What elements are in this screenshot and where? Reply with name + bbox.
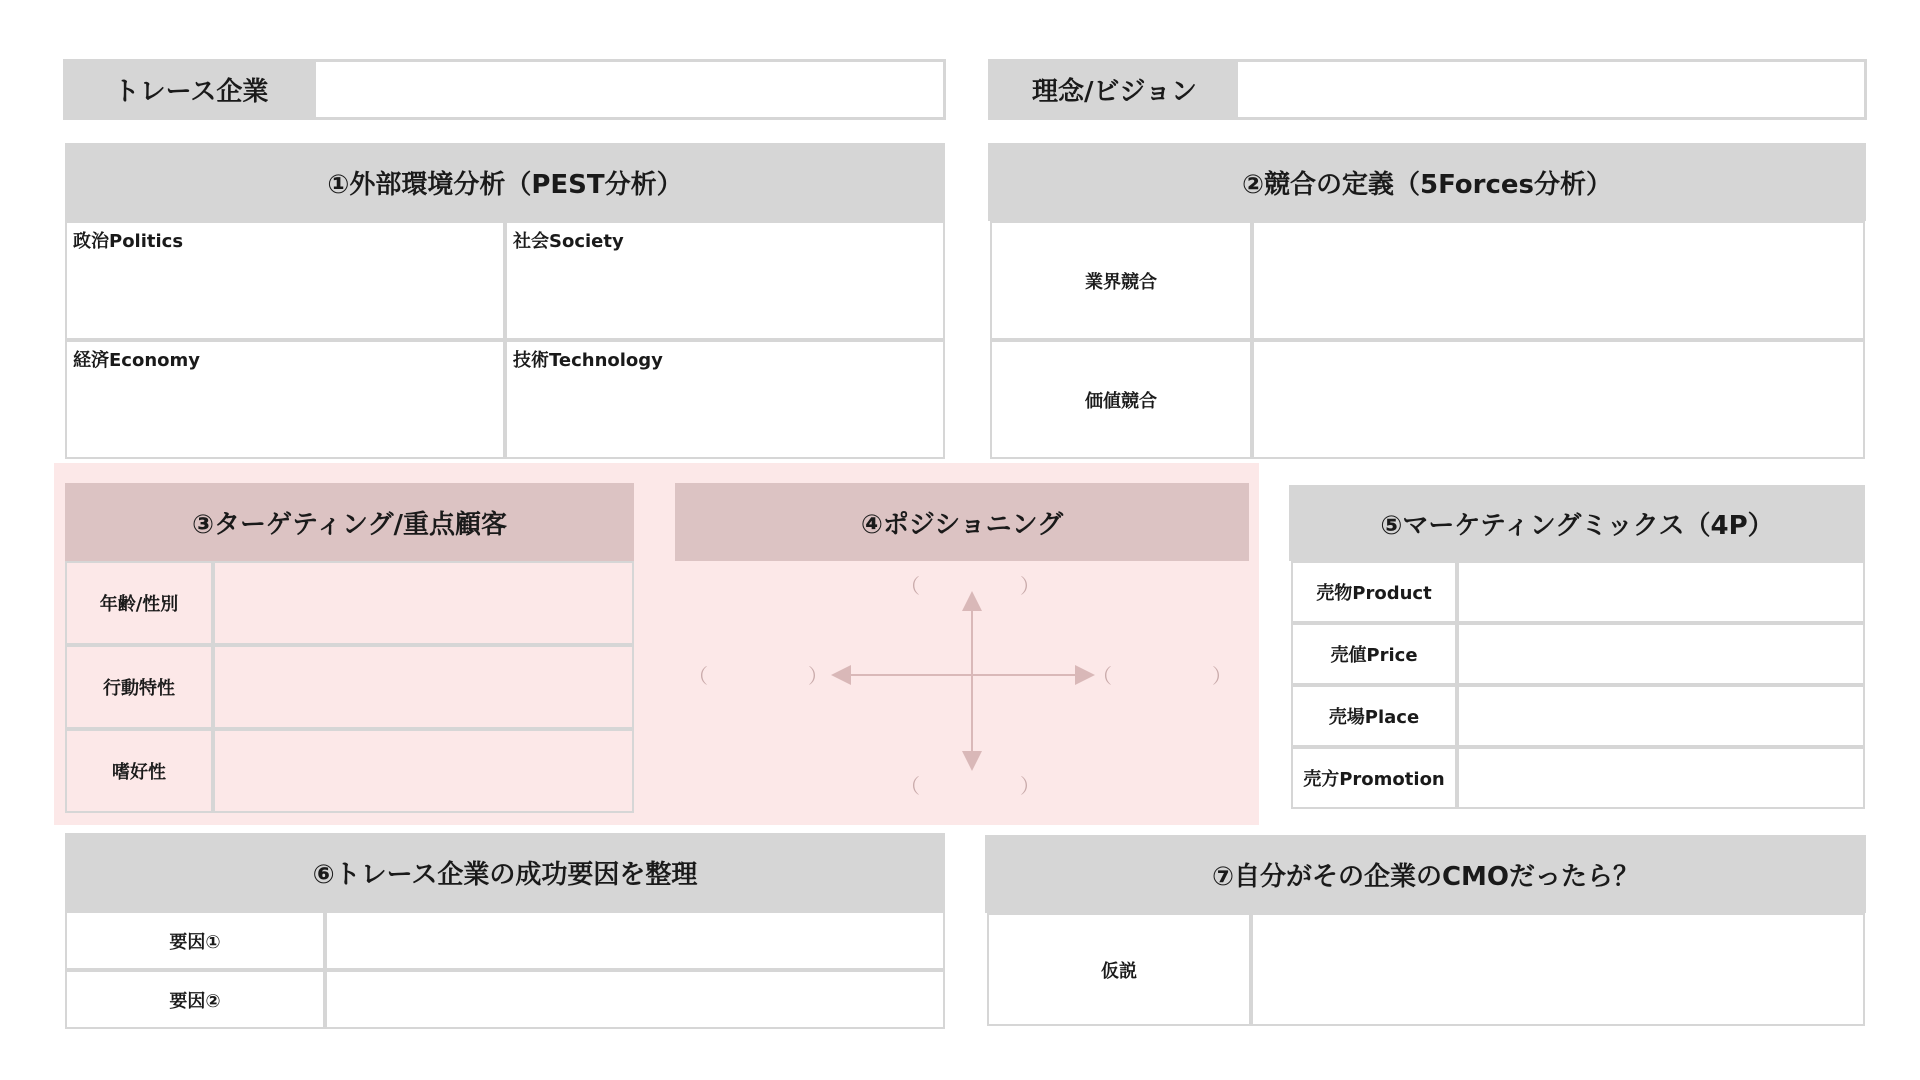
mix-product-label: 売物Product	[1291, 561, 1457, 623]
vision-label: 理念/ビジョン	[991, 62, 1238, 117]
positioning-right-label[interactable]: （ ）	[1092, 664, 1232, 688]
marketing-mix-title: ⑤マーケティングミックス（4P）	[1289, 485, 1865, 561]
targeting-preference-label: 嗜好性	[65, 729, 213, 813]
mix-promotion-value[interactable]	[1457, 747, 1865, 809]
pest-economy-cell[interactable]	[65, 340, 505, 459]
company-label: トレース企業	[66, 62, 316, 117]
cmo-hypothesis-label: 仮説	[987, 913, 1251, 1026]
pest-title: ①外部環境分析（PEST分析）	[65, 143, 945, 221]
success-title: ⑥トレース企業の成功要因を整理	[65, 833, 945, 911]
success-factor2-label: 要因②	[65, 970, 325, 1029]
success-factor1-value[interactable]	[325, 911, 945, 970]
positioning-title: ④ポジショニング	[675, 483, 1249, 561]
success-factor1-label: 要因①	[65, 911, 325, 970]
forces-industry-label: 業界競合	[990, 221, 1252, 340]
targeting-age-label: 年齢/性別	[65, 561, 213, 645]
mix-promotion-label: 売方Promotion	[1291, 747, 1457, 809]
forces-industry-value[interactable]	[1252, 221, 1865, 340]
vision-input[interactable]	[1240, 62, 1864, 117]
pest-society-cell[interactable]	[505, 221, 945, 340]
pest-politics-label: 政治Politics	[73, 231, 184, 252]
cmo-title: ⑦自分がその企業のCMOだったら？	[985, 835, 1866, 913]
targeting-preference-value[interactable]	[213, 729, 634, 813]
mix-price-value[interactable]	[1457, 623, 1865, 685]
mix-product-value[interactable]	[1457, 561, 1865, 623]
mix-place-value[interactable]	[1457, 685, 1865, 747]
company-input[interactable]	[318, 62, 943, 117]
cmo-hypothesis-value[interactable]	[1251, 913, 1865, 1026]
pest-technology-label: 技術Technology	[513, 350, 663, 371]
pest-economy-label: 経済Economy	[73, 350, 201, 371]
targeting-behavior-label: 行動特性	[65, 645, 213, 729]
forces-value-value[interactable]	[1252, 340, 1865, 459]
positioning-bottom-label[interactable]: （ ）	[900, 774, 1040, 798]
mix-place-label: 売場Place	[1291, 685, 1457, 747]
targeting-title: ③ターゲティング/重点顧客	[65, 483, 634, 561]
targeting-behavior-value[interactable]	[213, 645, 634, 729]
forces-title: ②競合の定義（5Forces分析）	[988, 143, 1866, 221]
pest-technology-cell[interactable]	[505, 340, 945, 459]
pest-politics-cell[interactable]	[65, 221, 505, 340]
success-factor2-value[interactable]	[325, 970, 945, 1029]
pest-society-label: 社会Society	[513, 231, 624, 252]
targeting-age-value[interactable]	[213, 561, 634, 645]
positioning-top-label[interactable]: （ ）	[900, 574, 1040, 598]
forces-value-label: 価値競合	[990, 340, 1252, 459]
mix-price-label: 売値Price	[1291, 623, 1457, 685]
positioning-left-label[interactable]: （ ）	[688, 664, 828, 688]
